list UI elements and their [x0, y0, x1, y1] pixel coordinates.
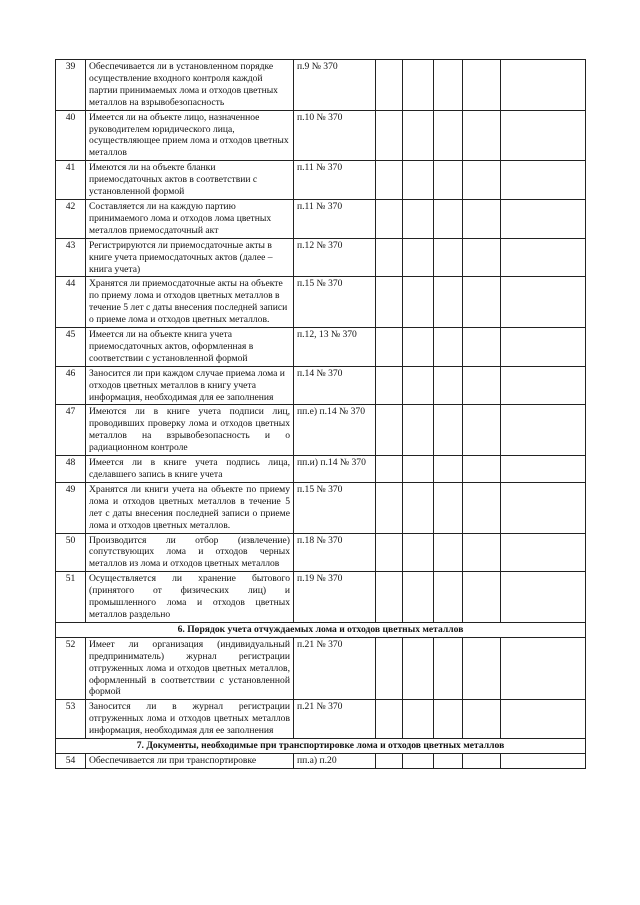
question-cell: Имеет ли организация (индивидуальный предприниматель) журнал регистрации отгруженных лома и отходов цветных металлов, оформленный в соответствии с установленной формой	[86, 637, 294, 700]
answer-cell[interactable]	[376, 366, 403, 405]
table-row	[56, 60, 586, 111]
checklist-table	[55, 59, 586, 769]
question-cell: Имеются ли на объекте бланки приемосдаточных актов в соответствии с установленной формой	[86, 161, 294, 200]
answer-cell[interactable]	[403, 405, 434, 456]
answer-cell[interactable]	[434, 753, 463, 768]
answer-cell[interactable]	[434, 366, 463, 405]
answer-cell[interactable]	[403, 199, 434, 238]
answer-cell[interactable]	[403, 366, 434, 405]
answer-cell[interactable]	[376, 161, 403, 200]
table-row	[56, 277, 586, 328]
answer-cell[interactable]	[501, 328, 586, 367]
row-number: 39	[56, 60, 86, 111]
answer-cell[interactable]	[376, 199, 403, 238]
answer-cell[interactable]	[434, 572, 463, 623]
answer-cell[interactable]	[403, 753, 434, 768]
answer-cell[interactable]	[376, 533, 403, 572]
reference-cell: п.15 № 370	[294, 277, 376, 328]
answer-cell[interactable]	[501, 161, 586, 200]
question-cell: Составляется ли на каждую партию принимаемого лома и отходов лома цветных металлов приемосдаточный акт	[86, 199, 294, 238]
answer-cell[interactable]	[403, 277, 434, 328]
answer-cell[interactable]	[434, 405, 463, 456]
answer-cell[interactable]	[434, 700, 463, 739]
section-title: 6. Порядок учета отчуждаемых лома и отходов цветных металлов	[56, 622, 586, 637]
answer-cell[interactable]	[463, 277, 501, 328]
reference-cell: п.12, 13 № 370	[294, 328, 376, 367]
row-number: 50	[56, 533, 86, 572]
row-number: 40	[56, 110, 86, 161]
table-row	[56, 328, 586, 367]
answer-cell[interactable]	[434, 110, 463, 161]
question-cell: Имеется ли на объекте книга учета приемосдаточных актов, оформленная в соответствии с установленной формой	[86, 328, 294, 367]
answer-cell[interactable]	[403, 110, 434, 161]
answer-cell[interactable]	[376, 700, 403, 739]
question-cell: Хранятся ли приемосдаточные акты на объекте по приему лома и отходов цветных металлов в течение 5 лет с даты внесения последней записи о приеме лома и отходов цветных металлов.	[86, 277, 294, 328]
answer-cell[interactable]	[434, 199, 463, 238]
answer-cell[interactable]	[376, 328, 403, 367]
answer-cell[interactable]	[403, 456, 434, 483]
reference-cell: п.10 № 370	[294, 110, 376, 161]
question-cell: Имеются ли в книге учета подписи лиц, проводивших проверку лома и отходов цветных металлов на взрывобезопасность и о радиационном контроле	[86, 405, 294, 456]
reference-cell: п.19 № 370	[294, 572, 376, 623]
question-cell: Регистрируются ли приемосдаточные акты в книге учета приемосдаточных актов (далее – книга учета)	[86, 238, 294, 277]
answer-cell[interactable]	[501, 110, 586, 161]
answer-cell[interactable]	[501, 753, 586, 768]
section-header-row	[56, 622, 586, 637]
reference-cell: п.15 № 370	[294, 482, 376, 533]
answer-cell[interactable]	[376, 60, 403, 111]
answer-cell[interactable]	[501, 405, 586, 456]
table-row	[56, 161, 586, 200]
answer-cell[interactable]	[376, 456, 403, 483]
answer-cell[interactable]	[463, 533, 501, 572]
table-row	[56, 405, 586, 456]
reference-cell: пп.е) п.14 № 370	[294, 405, 376, 456]
section-title: 7. Документы, необходимые при транспортировке лома и отходов цветных металлов	[56, 739, 586, 754]
answer-cell[interactable]	[434, 456, 463, 483]
answer-cell[interactable]	[434, 238, 463, 277]
answer-cell[interactable]	[403, 60, 434, 111]
reference-cell: п.14 № 370	[294, 366, 376, 405]
answer-cell[interactable]	[434, 277, 463, 328]
answer-cell[interactable]	[434, 533, 463, 572]
row-number: 44	[56, 277, 86, 328]
answer-cell[interactable]	[463, 366, 501, 405]
answer-cell[interactable]	[376, 405, 403, 456]
answer-cell[interactable]	[501, 238, 586, 277]
row-number: 48	[56, 456, 86, 483]
section-header-row	[56, 739, 586, 754]
answer-cell[interactable]	[463, 161, 501, 200]
reference-cell: п.18 № 370	[294, 533, 376, 572]
answer-cell[interactable]	[501, 60, 586, 111]
reference-cell: п.11 № 370	[294, 161, 376, 200]
answer-cell[interactable]	[463, 456, 501, 483]
row-number: 41	[56, 161, 86, 200]
answer-cell[interactable]	[501, 572, 586, 623]
answer-cell[interactable]	[403, 637, 434, 700]
answer-cell[interactable]	[463, 753, 501, 768]
answer-cell[interactable]	[376, 238, 403, 277]
table-row	[56, 700, 586, 739]
question-cell: Имеется ли на объекте лицо, назначенное руководителем юридического лица, осуществляющее прием лома и отходов цветных металлов	[86, 110, 294, 161]
reference-cell: п.12 № 370	[294, 238, 376, 277]
row-number: 54	[56, 753, 86, 768]
answer-cell[interactable]	[376, 753, 403, 768]
row-number: 53	[56, 700, 86, 739]
question-cell: Имеется ли в книге учета подпись лица, сделавшего запись в книге учета	[86, 456, 294, 483]
reference-cell: пп.а) п.20	[294, 753, 376, 768]
row-number: 49	[56, 482, 86, 533]
answer-cell[interactable]	[434, 328, 463, 367]
table-row	[56, 110, 586, 161]
reference-cell: пп.и) п.14 № 370	[294, 456, 376, 483]
table-row	[56, 637, 586, 700]
answer-cell[interactable]	[501, 277, 586, 328]
answer-cell[interactable]	[463, 238, 501, 277]
answer-cell[interactable]	[501, 366, 586, 405]
answer-cell[interactable]	[434, 637, 463, 700]
answer-cell[interactable]	[501, 700, 586, 739]
row-number: 45	[56, 328, 86, 367]
answer-cell[interactable]	[463, 700, 501, 739]
row-number: 42	[56, 199, 86, 238]
answer-cell[interactable]	[403, 533, 434, 572]
answer-cell[interactable]	[376, 637, 403, 700]
answer-cell[interactable]	[376, 110, 403, 161]
answer-cell[interactable]	[501, 456, 586, 483]
question-cell: Осуществляется ли хранение бытового (принятого от физических лиц) и промышленного лома и отходов цветных металлов раздельно	[86, 572, 294, 623]
question-cell: Обеспечивается ли при транспортировке	[86, 753, 294, 768]
answer-cell[interactable]	[403, 572, 434, 623]
table-body	[56, 60, 586, 769]
answer-cell[interactable]	[403, 161, 434, 200]
row-number: 46	[56, 366, 86, 405]
answer-cell[interactable]	[501, 533, 586, 572]
reference-cell: п.21 № 370	[294, 700, 376, 739]
question-cell: Хранятся ли книги учета на объекте по приему лома и отходов цветных металлов в течение 5 лет с даты внесения последней записи о приеме лома и отходов цветных металлов.	[86, 482, 294, 533]
row-number: 51	[56, 572, 86, 623]
answer-cell[interactable]	[501, 199, 586, 238]
row-number: 52	[56, 637, 86, 700]
reference-cell: п.11 № 370	[294, 199, 376, 238]
row-number: 47	[56, 405, 86, 456]
answer-cell[interactable]	[463, 637, 501, 700]
table-row	[56, 456, 586, 483]
answer-cell[interactable]	[463, 405, 501, 456]
table-row	[56, 366, 586, 405]
answer-cell[interactable]	[403, 700, 434, 739]
reference-cell: п.21 № 370	[294, 637, 376, 700]
table-row	[56, 238, 586, 277]
row-number: 43	[56, 238, 86, 277]
answer-cell[interactable]	[434, 161, 463, 200]
table-row	[56, 572, 586, 623]
question-cell: Обеспечивается ли в установленном порядке осуществление входного контроля каждой партии принимаемых лома и отходов цветных металлов на взрывобезопасность	[86, 60, 294, 111]
answer-cell[interactable]	[434, 482, 463, 533]
answer-cell[interactable]	[463, 199, 501, 238]
reference-cell: п.9 № 370	[294, 60, 376, 111]
answer-cell[interactable]	[463, 328, 501, 367]
answer-cell[interactable]	[376, 572, 403, 623]
answer-cell[interactable]	[463, 110, 501, 161]
table-row	[56, 482, 586, 533]
answer-cell[interactable]	[403, 328, 434, 367]
question-cell: Производится ли отбор (извлечение) сопутствующих лома и отходов черных металлов из лома и отходов цветных металлов	[86, 533, 294, 572]
answer-cell[interactable]	[403, 238, 434, 277]
answer-cell[interactable]	[403, 482, 434, 533]
answer-cell[interactable]	[376, 277, 403, 328]
answer-cell[interactable]	[376, 482, 403, 533]
answer-cell[interactable]	[463, 572, 501, 623]
answer-cell[interactable]	[434, 60, 463, 111]
answer-cell[interactable]	[501, 482, 586, 533]
answer-cell[interactable]	[463, 482, 501, 533]
question-cell: Заносится ли в журнал регистрации отгруженных лома и отходов цветных металлов информация, необходимая для ее заполнения	[86, 700, 294, 739]
table-row	[56, 199, 586, 238]
answer-cell[interactable]	[501, 637, 586, 700]
table-row	[56, 753, 586, 768]
question-cell: Заносится ли при каждом случае приема лома и отходов цветных металлов в книгу учета информация, необходимая для ее заполнения	[86, 366, 294, 405]
table-row	[56, 533, 586, 572]
answer-cell[interactable]	[463, 60, 501, 111]
